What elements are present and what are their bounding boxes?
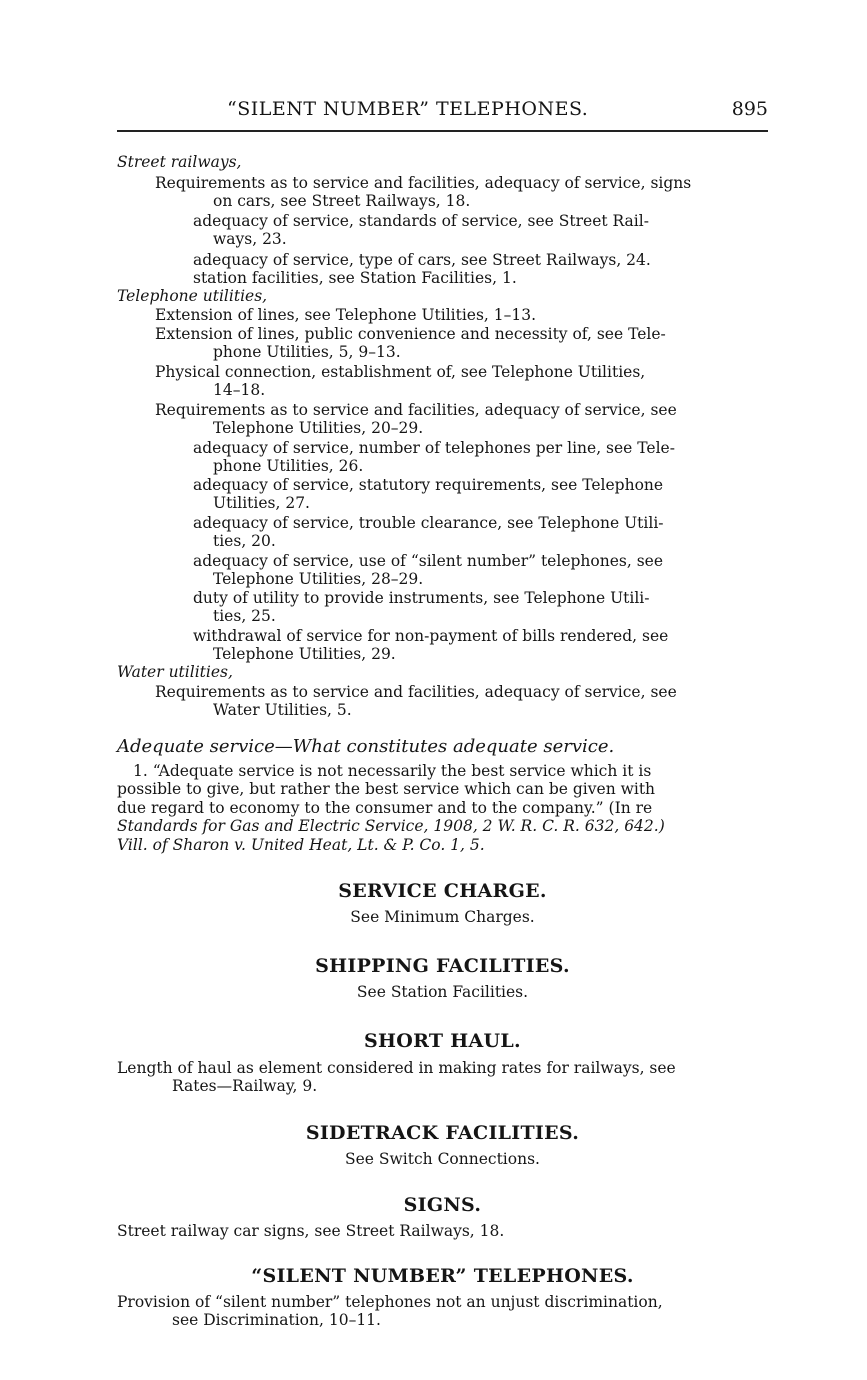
section-heading-service-charge: SERVICE CHARGE. — [338, 880, 547, 902]
index-entry: Extension of lines, public convenience and necessity of, see Tele- — [155, 325, 666, 343]
case-reference: Vill. of Sharon v. United Heat, Lt. & P. Co. 1, 5. — [117, 836, 485, 854]
index-subject: Telephone utilities, — [117, 287, 268, 305]
index-entry: Requirements as to service and facilities, adequacy of service, see — [155, 401, 677, 419]
see-reference: See Minimum Charges. — [350, 908, 535, 926]
section-body-line: Street railway car signs, see Street Railways, 18. — [117, 1222, 505, 1240]
index-entry: phone Utilities, 5, 9–13. — [213, 343, 401, 361]
index-entry: ties, 20. — [213, 532, 276, 550]
quote-line: 1. “Adequate service is not necessarily the best service which it is — [133, 762, 652, 780]
topic-heading-adequate-service: Adequate service—What constitutes adequate service. — [117, 736, 615, 757]
quote-citation: Standards for Gas and Electric Service, 1908, 2 W. R. C. R. 632, 642.) — [117, 817, 665, 835]
index-entry: phone Utilities, 26. — [213, 457, 364, 475]
see-reference: See Switch Connections. — [345, 1150, 540, 1168]
index-entry: adequacy of service, type of cars, see Street Railways, 24. — [193, 251, 651, 269]
section-heading-sidetrack-facilities: SIDETRACK FACILITIES. — [305, 1122, 580, 1144]
section-body-line: Length of haul as element considered in making rates for railways, see — [117, 1059, 676, 1077]
index-entry: 14–18. — [213, 381, 266, 399]
index-entry: Requirements as to service and facilities, adequacy of service, signs — [155, 174, 692, 192]
index-entry: Water Utilities, 5. — [213, 701, 352, 719]
index-entry: Telephone Utilities, 28–29. — [213, 570, 424, 588]
index-entry: Telephone Utilities, 20–29. — [213, 419, 424, 437]
index-entry: ties, 25. — [213, 607, 276, 625]
index-subject: Water utilities, — [117, 663, 233, 681]
running-head — [117, 96, 768, 132]
index-entry: adequacy of service, number of telephones per line, see Tele- — [193, 439, 675, 457]
index-entry: station facilities, see Station Facilities, 1. — [193, 269, 517, 287]
index-entry: withdrawal of service for non-payment of bills rendered, see — [193, 627, 669, 645]
index-entry: adequacy of service, statutory requirements, see Telephone — [193, 476, 664, 494]
quote-line: possible to give, but rather the best service which can be given with — [117, 780, 656, 798]
index-entry: adequacy of service, trouble clearance, see Telephone Utili- — [193, 514, 664, 532]
index-entry: Utilities, 27. — [213, 494, 310, 512]
section-heading-signs: SIGNS. — [403, 1194, 482, 1216]
see-reference: See Station Facilities. — [356, 983, 529, 1001]
index-entry: Telephone Utilities, 29. — [213, 645, 396, 663]
section-body-line: Rates—Railway, 9. — [172, 1077, 318, 1095]
running-head-title: “SILENT NUMBER” TELEPHONES. — [227, 98, 589, 120]
index-subject: Street railways, — [117, 153, 242, 171]
index-entry: on cars, see Street Railways, 18. — [213, 192, 471, 210]
index-entry: adequacy of service, standards of service, see Street Rail- — [193, 212, 649, 230]
quote-line: due regard to economy to the consumer and to the company.” (In re — [117, 799, 653, 817]
section-heading-shipping-facilities: SHIPPING FACILITIES. — [315, 955, 570, 977]
page-number: 895 — [731, 98, 768, 120]
index-entry: duty of utility to provide instruments, see Telephone Utili- — [193, 589, 650, 607]
section-heading-short-haul: SHORT HAUL. — [364, 1030, 521, 1052]
section-heading-silent-number-telephones: “SILENT NUMBER” TELEPHONES. — [251, 1265, 634, 1287]
index-entry: Physical connection, establishment of, see Telephone Utilities, — [155, 363, 646, 381]
section-body-line: see Discrimination, 10–11. — [172, 1311, 381, 1329]
index-entry: ways, 23. — [213, 230, 287, 248]
index-entry: Requirements as to service and facilities, adequacy of service, see — [155, 683, 677, 701]
section-body-line: Provision of “silent number” telephones not an unjust discrimination, — [117, 1293, 663, 1311]
index-entry: adequacy of service, use of “silent number” telephones, see — [193, 552, 663, 570]
index-entry: Extension of lines, see Telephone Utilities, 1–13. — [155, 306, 537, 324]
